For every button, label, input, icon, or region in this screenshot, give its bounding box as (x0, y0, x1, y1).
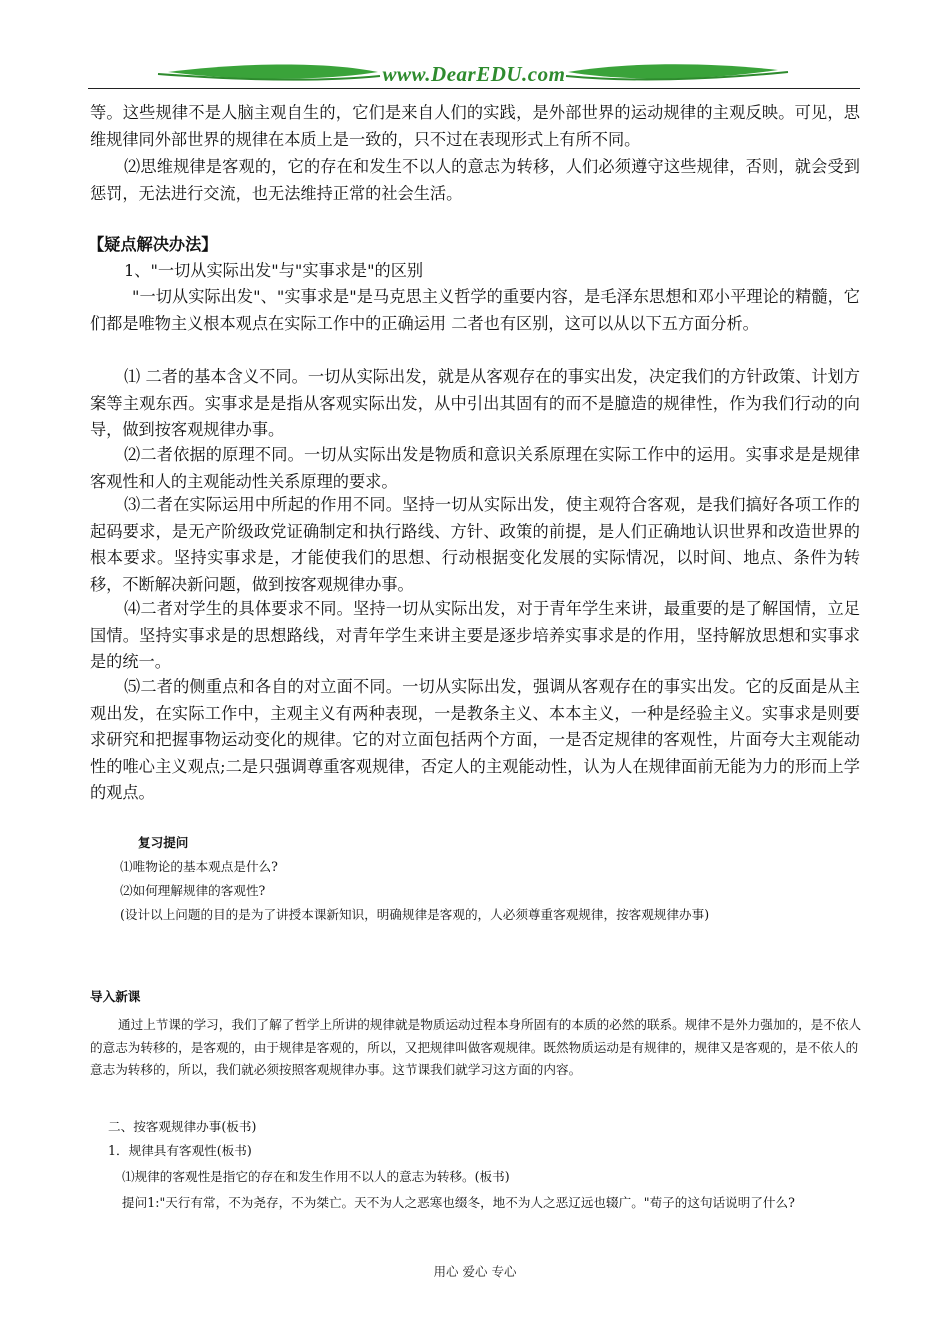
section-heading-doubts: 【疑点解决办法】 (88, 235, 218, 254)
review-question-2: ⑵如何理解规律的客观性? (120, 883, 266, 898)
review-question-1: ⑴唯物论的基本观点是什么? (120, 859, 278, 874)
site-logo[interactable]: www.DearEDU.com (382, 62, 566, 86)
paragraph-point-5: ⑸二者的侧重点和各自的对立面不同。一切从实际出发，强调从客观存在的事实出发。它的反面是从主观出发，在实际工作中，主观主义有两种表现，一是教条主义、本本主义，一种是经验主义。实事求是则要求研究和把握事物运动变化的规律。它的对立面包括两个方面，一是否定规律的客观性，片面夸大主观能动性的唯心主义观点;二是只强调尊重客观规律，否定人的主观能动性，认为人在规律面前无能为力的形而上学的观点。 (90, 677, 860, 803)
paragraph-point-2: ⑵二者依据的原理不同。一切从实际出发是物质和意识关系原理在实际工作中的运用。实事求是是规律客观性和人的主观能动性关系原理的要求。 (90, 445, 860, 491)
review-note: (设计以上问题的目的是为了讲授本课新知识，明确规律是客观的，人必须尊重客观规律，按客观规律办事) (120, 907, 710, 922)
intro-heading: 导入新课 (90, 989, 141, 1004)
page-footer: 用心 爱心 专心 (433, 1264, 517, 1279)
site-header (88, 58, 860, 90)
point-objectivity-definition: ⑴规律的客观性是指它的存在和发生作用不以人的意志为转移。(板书) (122, 1169, 510, 1184)
review-heading: 复习提问 (138, 835, 189, 850)
subsection-heading-objectivity: 1．规律具有客观性(板书) (108, 1143, 252, 1158)
paragraph-point-4: ⑷二者对学生的具体要求不同。坚持一切从实际出发，对于青年学生来讲，最重要的是了解国情，立足国情。坚持实事求是的思想路线，对青年学生来讲主要是逐步培养实事求是的作用，坚持解放思想和实事求是的统一。 (90, 599, 860, 672)
intro-paragraph: 通过上节课的学习，我们了解了哲学上所讲的规律就是物质运动过程本身所固有的本质的必然的联系。规律不是外力强加的，是不依人的意志为转移的，是客观的，由于规律是客观的，所以，又把规律叫做客观规律。既然物质运动是有规律的，规律又是客观的，是不依人的意志为转移的，所以，我们就必须按照客观规律办事。这节课我们就学习这方面的内容。 (90, 1017, 862, 1078)
subheading-difference: 1、"一切从实际出发"与"实事求是"的区别 (124, 261, 424, 280)
header-rule (88, 88, 860, 89)
paragraph-point-1: ⑴ 二者的基本含义不同。一切从实际出发，就是从客观存在的事实出发，决定我们的方针政策、计划方案等主观东西。实事求是是指从客观实际出发，从中引出其固有的而不是臆造的规律性，作为我们行动的向导，做到按客观规律办事。 (90, 367, 860, 440)
question-xunzi: 提问1:"天行有常，不为尧存，不为桀亡。天不为人之恶寒也缀冬，地不为人之恶辽远也辍广。"荀子的这句话说明了什么? (122, 1195, 795, 1210)
paragraph-overview: "一切从实际出发"、"实事求是"是马克思主义哲学的重要内容，是毛泽东思想和邓小平理论的精髓，它们都是唯物主义根本观点在实际工作中的正确运用 二者也有区别，这可以从以下五方面分析。 (90, 287, 860, 333)
paragraph-laws-objective: ⑵思维规律是客观的，它的存在和发生不以人的意志为转移，人们必须遵守这些规律，否则，就会受到惩罚，无法进行交流，也无法维持正常的社会生活。 (90, 157, 860, 203)
section-heading-objective-laws: 二、按客观规律办事(板书) (108, 1119, 257, 1134)
paragraph-laws-origin: 等。这些规律不是人脑主观自生的，它们是来自人们的实践，是外部世界的运动规律的主观反映。可见，思维规律同外部世界的规律在本质上是一致的，只不过在表现形式上有所不同。 (90, 103, 860, 149)
paragraph-point-3: ⑶二者在实际运用中所起的作用不同。坚持一切从实际出发，使主观符合客观，是我们搞好各项工作的起码要求，是无产阶级政党证确制定和执行路线、方针、政策的前提，是人们正确地认识世界和改造世界的根本要求。坚持实事求是，才能使我们的思想、行动根据变化发展的实际情况，以时间、地点、条件为转移，不断解决新问题，做到按客观规律办事。 (90, 495, 860, 594)
